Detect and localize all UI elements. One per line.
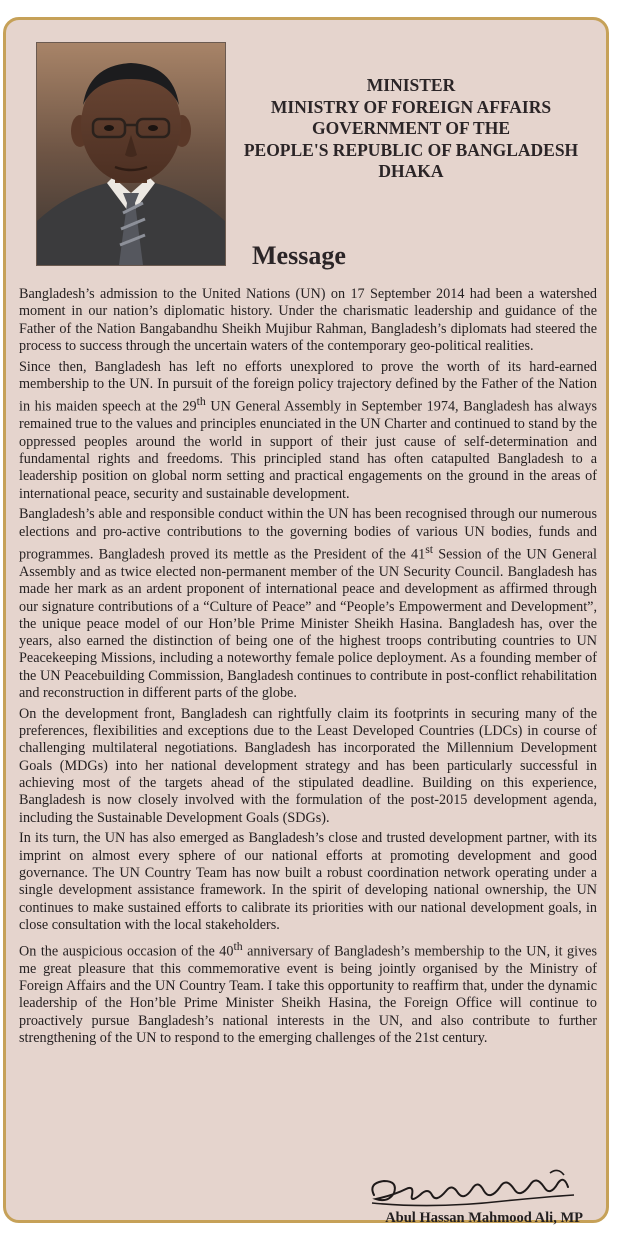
- paragraph-1: Bangladesh’s admission to the United Nations (UN) on 17 September 2014 had been a watershed moment in our nation’s diplomatic history. Under the charismatic leadership and guidance of the Father of the Nation Bangabandhu Sheikh Mujibur Rahman, Bangladesh’s diplomats had steered the process to success through the uncertain waters of the contemporary geo-political realities.: [19, 286, 597, 354]
- message-title: Message: [252, 241, 346, 270]
- paragraph-6-text-a: On the auspicious occasion of the 40: [19, 943, 234, 960]
- minister-portrait: [36, 42, 226, 266]
- message-body: [19, 286, 597, 1051]
- heading-line-ministry: MINISTRY OF FOREIGN AFFAIRS: [270, 96, 552, 117]
- paragraph-2-text-a: Since then, Bangladesh has left no efforts unexplored to prove the worth of its hard-earned membership to the UN. In pursuit of the foreign policy trajectory defined by the Father of the Nation in his maiden speech at the 29: [19, 358, 597, 416]
- paragraph-6-superscript: th: [233, 938, 243, 953]
- paragraph-4: On the development front, Bangladesh can rightfully claim its footprints in securing many of the preferences, flexibilities and exceptions due to the Least Developed Countries (LDCs) in course of challenging multilateral negotiations. Bangladesh has incorporated the Millennium Development Goals (MDGs) into her national development strategy and has been particularly successful in achieving most of the targets ahead of the stipulated deadline. Building on this experience, Bangladesh is now closely involved with the formulation of the post-2015 development agenda, including the Sustainable Development Goals (SDGs).: [19, 705, 597, 826]
- heading-line-city: DHAKA: [378, 161, 444, 181]
- paragraph-2-text-b: UN General Assembly in September 1974, Bangladesh has always remained true to the values and principles enunciated in the UN Charter and continued to stand by the oppressed peoples around the world in support of their just cause of self-determination and fundamental rights and freedoms. This principled stand has often catapulted Bangladesh to a leadership position on global norm setting and practical engagements on the ground in the areas of international peace, security and sustainable development.: [19, 399, 598, 502]
- paragraph-5: In its turn, the UN has also emerged as Bangladesh’s close and trusted development partner, with its imprint on almost every sphere of our national efforts at promoting development and good governance. The UN Country Team has now built a robust coordination network operating under a single development assistance framework. In the spirit of developing national ownership, the UN continues to make sustained efforts to calibrate its priorities with our national development goals, in close consultation with the local stakeholders.: [19, 830, 597, 933]
- paragraph-6-text-b: anniversary of Bangladesh’s membership to the UN, it gives me great pleasure that this commemorative event is being jointly organised by the Ministry of Foreign Affairs and the UN Country Team. I take this opportunity to reaffirm that, under the dynamic leadership of the Hon’ble Prime Minister Sheikh Hasina, the Foreign Office will continue to proactively pursue Bangladesh’s national interests in the UN, and also contribute to further strengthening of the UN to respond to the emerging challenges of the 21st century.: [19, 943, 597, 1046]
- paragraph-3-text-b: Session of the UN General Assembly and as twice elected non-permanent member of the UN Security Council. Bangladesh has made her mark as an ardent proponent of international peace and development as affirmed through our signature contributions of a “Culture of Peace” and “People’s Empowerment and Development”, the unique peace model of our Hon’ble Prime Minister Sheikh Hasina. Bangladesh has, over the years, also earned the distinction of being one of the highest troops contributing countries to UN Peacekeeping Missions, including a noteworthy female police deployment. As a founding member of the UN Peacebuilding Commission, Bangladesh continues to contribute in post-conflict rehabilitation and reconstruction in different parts of the globe.: [19, 546, 597, 701]
- paragraph-2-superscript: th: [196, 394, 206, 409]
- message-card: [3, 17, 609, 1226]
- signatory-name: Abul Hassan Mahmood Ali, MP: [385, 1210, 583, 1226]
- ministry-heading: [234, 75, 588, 183]
- paragraph-6: [19, 938, 597, 1048]
- portrait-illustration: [37, 43, 225, 265]
- paragraph-3-text-a: Bangladesh’s able and responsible conduct within the UN has been recognised through our numerous elections and pro-active contributions to the governing bodies of various UN bodies, funds and programmes. Bangladesh proved its mettle as the President of the 41: [19, 506, 597, 563]
- handwritten-signature: [354, 1165, 584, 1213]
- heading-line-government: GOVERNMENT OF THE: [311, 118, 511, 138]
- paragraph-2: [19, 359, 597, 503]
- heading-line-republic: PEOPLE'S REPUBLIC OF BANGLADESH: [243, 139, 579, 160]
- heading-line-minister: MINISTER: [366, 75, 456, 95]
- paragraph-3: [19, 506, 597, 702]
- paragraph-3-superscript: st: [425, 541, 434, 556]
